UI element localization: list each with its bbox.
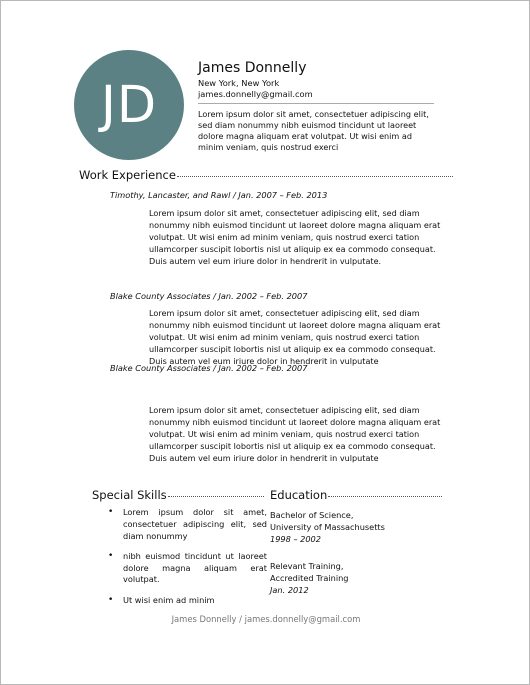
job-title: Blake County Associates / Jan. 2002 – Feb. 2007 bbox=[110, 291, 308, 301]
education-heading bbox=[270, 488, 442, 502]
job-description: Lorem ipsum dolor sit amet, consectetuer adipiscing elit, sed diam nonummy nibh euismod tincidunt ut laoreet dolore magna aliquam erat volutpat. Ut wisi enim ad minim veniam, quis nostrud exerci tation ullamcorper suscipit lobortis nisl ut aliquip ex ea commodo consequat. Duis autem vel eum iriure dolor in hendrerit in vulputate bbox=[149, 405, 441, 464]
monogram-initials: JD bbox=[100, 75, 158, 135]
job-title: Blake County Associates / Jan. 2002 – Feb. 2007 bbox=[110, 363, 308, 373]
heading-leader bbox=[168, 496, 264, 497]
candidate-location: New York, New York bbox=[198, 78, 280, 88]
institution: University of Massachusetts bbox=[270, 521, 385, 532]
special-skills-heading bbox=[92, 488, 264, 502]
skill-item bbox=[107, 551, 267, 586]
education-heading-text: Education bbox=[270, 488, 328, 502]
work-experience-heading-text: Work Experience bbox=[79, 168, 176, 182]
degree: Relevant Training, bbox=[270, 561, 344, 571]
institution: Accredited Training bbox=[270, 572, 349, 583]
education-entry bbox=[270, 510, 440, 545]
heading-leader bbox=[328, 496, 442, 497]
job-title: Timothy, Lancaster, and Rawl / Jan. 2007 – Feb. 2013 bbox=[110, 190, 328, 200]
job-description: Lorem ipsum dolor sit amet, consectetuer adipiscing elit, sed diam nonummy nibh euismod tincidunt ut laoreet dolore magna aliquam erat volutpat. Ut wisi enim ad minim veniam, quis nostrud exerci tation ullamcorper suscipit lobortis nisl ut aliquip ex ea commodo consequat. Duis autem vel eum iriure dolor in hendrerit in vulputate bbox=[149, 308, 441, 367]
header-divider bbox=[198, 103, 434, 104]
education-entry bbox=[270, 561, 440, 596]
bullet-glyph: • bbox=[108, 507, 114, 517]
summary-text: Lorem ipsum dolor sit amet, consectetuer adipiscing elit, sed diam nonummy nibh euismod tincidunt ut laoreet dolore magna aliquam erat volutpat. Ut wisi enim ad minim veniam, quis nostrud exerci bbox=[198, 109, 429, 153]
skill-text: Lorem ipsum dolor sit amet, consectetuer adipiscing elit, sed diam nonummy bbox=[123, 507, 267, 541]
skill-item bbox=[107, 507, 267, 542]
skill-text: Ut wisi enim ad minim bbox=[123, 594, 215, 605]
education-period: Jan. 2012 bbox=[270, 584, 309, 595]
skills-list bbox=[107, 507, 267, 615]
skill-text: nibh euismod tincidunt ut laoreet dolore magna aliquam erat volutpat. bbox=[123, 550, 267, 585]
education-period: 1998 – 2002 bbox=[270, 533, 321, 544]
special-skills-heading-text: Special Skills bbox=[92, 488, 167, 502]
work-experience-heading bbox=[79, 168, 453, 182]
degree: Bachelor of Science, bbox=[270, 510, 354, 520]
skill-item bbox=[107, 595, 267, 607]
bullet-glyph: • bbox=[108, 594, 114, 605]
candidate-name: James Donnelly bbox=[198, 60, 307, 76]
candidate-email: james.donnelly@gmail.com bbox=[198, 89, 313, 99]
bullet-glyph: • bbox=[108, 550, 114, 561]
job-description: Lorem ipsum dolor sit amet, consectetuer adipiscing elit, sed diam nonummy nibh euismod tincidunt ut laoreet dolore magna aliquam erat volutpat. Ut wisi enim ad minim veniam, quis nostrud exerci tation ullamcorper suscipit lobortis nisl ut aliquip ex ea commodo consequat. Duis autem vel eum iriure dolor in hendrerit in vulputate. bbox=[149, 208, 441, 267]
heading-leader bbox=[177, 176, 453, 177]
monogram-circle bbox=[74, 50, 184, 160]
footer-contact: James Donnelly / james.donnelly@gmail.com bbox=[171, 614, 361, 624]
